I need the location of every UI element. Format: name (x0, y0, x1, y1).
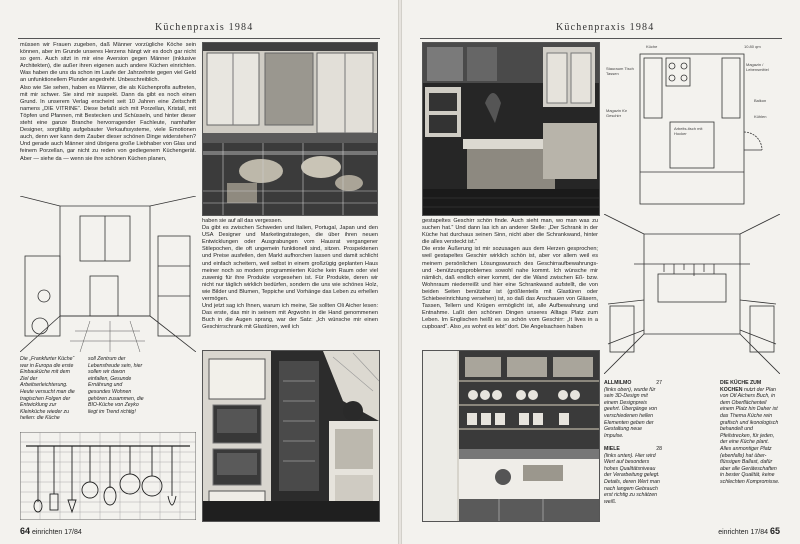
right-folio (718, 526, 780, 536)
frankfurt-kitchen-drawing-image (20, 196, 196, 352)
caption-bio-kitchen: soll Zentrum der Lebensfreude sein, hier sollen wir davon einfallen, Gesunde Ernährung und gesundes Wohnen gehören zusammen, die BIO-Küche von Zeyko liegt im Trend richtig! (88, 356, 144, 415)
kitchen-photo-shelves (422, 350, 600, 522)
kitchen-photo-cabinets (202, 42, 378, 216)
caption-aicher-title: DIE KÜCHE ZUM KOCHEN (720, 380, 762, 393)
right-folio-text: einrichten 17/84 (718, 529, 769, 536)
plan-label-pantry: Magazin / Lebensmittel (746, 62, 769, 72)
kitchen-photo-shelves-image (423, 351, 599, 521)
right-page (402, 0, 800, 544)
kitchen-photo-ovens (202, 350, 380, 522)
aicher-kitchen-drawing-image (604, 214, 780, 374)
plan-label-balcony: Balkon (754, 98, 767, 103)
aicher-kitchen-drawing (604, 214, 780, 374)
right-header-rule (420, 38, 782, 39)
utensils-drawing (20, 432, 196, 520)
right-col1-text: gestapeltes Geschirr schön finde. Auch sieht man, wo man was zu suchen hat.“ Und dann las ich an anderer Stelle: „Der Schrank in der Küche hat durchaus seinen Sinn, nicht aber die Schrankwand, hinter die alles versteckt ist.“ Die erste Äußerung ist mir sozusagen aus dem Herzen gesprochen; weil gestapeltes Geschirr wirklich schön ist, aber vor allem weil es meinem persönlichen Lösungswunsch des Geschirraufbewahrungs- und -benützungsproblemes sowohl nahe kommt. Ich wünsche mir nämlich, daß endlich einer kommt, der die Wand zwischen Eß- bzw. Wohnraum niederreißt und hier eine Schrankwand aufstellt, die von beiden Seiten benützbar ist (größtenteils mit Glastüren oder Schiebeeinrichtung versehen) ist, so daß das Anschauen von Gläsern, Tassen, Tellern und Krügen ermöglicht ist, alle Aufbewahrung und Entnahme. Laßt den schönen Dingen unseres Alltags Platz zum Leben. Im Englischen heißt es so schön vom Geschirr: „It lives in a cupboard“. Also „es wohnt es lebt“ dort. Die Angelsachsen haben (422, 218, 598, 331)
right-page-number: 65 (769, 526, 780, 536)
plan-label-area: 10.80 qm (744, 44, 761, 49)
left-col1-text: müssen wir Frauen zugeben, daß Männer vorzügliche Köche sein können, aber im Grunde unseres Herzens hängt wir es doch gar nicht so gern. Auch sitzt in mir eine Aversion gegen Männer (inklusive Architekten), die außer ihren eigenen auch andere Küchen einrichten. Was haben die uns da schon im Laufe der Jahrzehnte gegen viel Geld an unfunktionellem Plunder angedreht. Unbeschreiblich. Also wie Sie sehen, haben es Männer, die als Küchenprofis auftreten, mit mir schwer. Sie sind mir suspekt. Dann da gibt es noch einen Grund. In unserem Verlag erscheint seit 10 Jahren eine Zeitschrift namens „DIE VITRINE“. Diese befaßt sich mit Porzellan, Kristall, mit Töpfen und Pfannen, mit Bestecken und Schüsseln, und hinter dieser steht eine ganze Branche hervorragender Fachleute, namhafter Designer, sorgfältig aufgebauter Verkaufssysteme, viele Emotionen auch, denn wer kann dem Zauber dieser schönen Dinge widerstehen? Und gerade auch Männer sind übrigens große Liebhaber von Glas und feinem Porzellan, gar nicht zu reden von gediegenem Küchengerät. Aber — siehe da — wenn sie ihre schönen Küchen planen, (20, 42, 196, 162)
plan-label-dish-storage: Magazin für Geschirr (606, 108, 627, 118)
kitchen-photo-ovens-image (203, 351, 379, 521)
caption-miele-number: 28 (656, 445, 662, 452)
caption-frankfurt-kitchen: Die „Frankfurter Küche“ war in Europa die erste Einbauküche mit dem Ziel der Arbeitserleichterung. Heute versucht man die tragischen Folgen der Entwicklung zur Kleinküche wieder zu heilen: die Küche (20, 356, 75, 422)
right-running-head: Küchenpraxis 1984 (556, 22, 655, 33)
left-folio (20, 526, 82, 536)
frankfurt-kitchen-drawing (20, 196, 196, 352)
caption-allmilmo (604, 380, 662, 505)
left-folio-text: einrichten 17/84 (31, 529, 82, 536)
caption-miele-text: (links unten). Hier wird Wert auf besonders hohes Qualitätsniveau der Verarbeitung gelegt. Details, deren Wert man nach langem Gebrauch erst richtig zu schätzen weiß. (604, 452, 660, 505)
kitchen-photo-cabinets-image (203, 43, 377, 215)
plan-label-kitchen: Küche (646, 44, 658, 49)
utensils-drawing-image (20, 432, 196, 520)
caption-allmilmo-title: ALLMILMO (604, 380, 632, 386)
plan-label-cooling: Kühlen (754, 114, 767, 119)
left-col2-text: haben sie auf all das vergessen. Da gibt es zwischen Schweden und Italien, Portugal, Japan und den USA Designer und Marketingstrategen, die über ihren neuen Entwicklungen oder Ausgrabungen vom Hausrat vergangener Stilepochen, die oft ungemein funktionell sind, sitzen. Prospektenen und Preise ausfeilen, den Markt aufhorchen lassen und damit schlicht und einfach scheitern, weil selbst in einem großzügig geplanten Haus meiner noch so modern programmierten Küche kein Raum oder viel zuwenig für ihre Produkte vorgesehen ist. Für Produkte, deren wir nicht nur täglich wirklich bedürfen, sondern die uns wie schönes Holz, wie Bilder und Blumen, Teppiche und Vorhänge das Leben zu erhellen vermögen. Und jetzt sag ich Ihnen, warum ich meine, Sie sollten Oli Aicher lesen: Das erste, das mir in seinem mit Argwohn in die Hand genommenen Buch in die Augen sprang, war der Satz: „Ich wünsche mir einen Geschirrschrank mit Glastüren, weil ich (202, 218, 378, 331)
left-running-head: Küchenpraxis 1984 (155, 22, 254, 33)
kitchen-floor-plan (604, 42, 780, 214)
caption-aicher (720, 380, 780, 486)
caption-aicher-text: nutzt der Plan von Otl Aichers Buch, in dem Oberflächenteil einem Platz hin Daher ist das Thema Küche rein grafisch und ikonologisch behandelt und Pfeilstrecken, für jeden, der eine Küche plant. Alles anmontiger Platz (ebenfalls) hat über-flüssigen Ballast, dafür aber alle Geräteschaften in bester Qualität, keine schlechten Kompromisse. (720, 386, 780, 485)
left-page (0, 0, 398, 544)
plan-label-storage: Stauraum Tisch Tassen (606, 66, 634, 76)
caption-allmilmo-text: (links oben), wurde für sein 3D-Design mit einem Designpreis geehrt. Übergänge von verschiedenen hellen Elementen geben der Gestaltung neue Impulse. (604, 386, 658, 439)
left-page-number: 64 (20, 526, 31, 536)
kitchen-photo-island (422, 42, 600, 216)
caption-allmilmo-number: 27 (656, 380, 662, 386)
plan-label-work-table: Arbeits-tisch mit Hocker (674, 126, 703, 136)
left-header-rule (18, 38, 380, 39)
caption-miele-title: MIELE (604, 445, 620, 452)
kitchen-photo-island-image (423, 43, 599, 215)
